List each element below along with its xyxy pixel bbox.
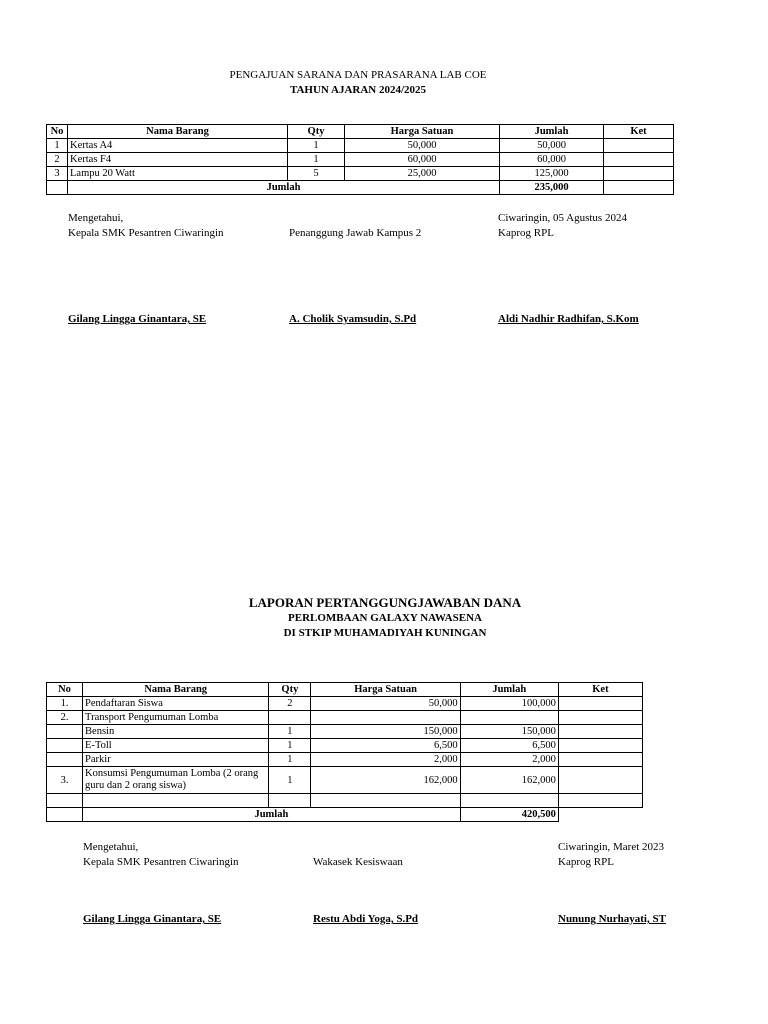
cell-jumlah (460, 711, 558, 725)
cell-empty (604, 181, 674, 195)
cell-harga: 2,000 (311, 753, 460, 767)
cell-qty (269, 711, 311, 725)
cell-qty: 5 (288, 167, 345, 181)
cell-nama: Lampu 20 Watt (68, 167, 288, 181)
cell-jumlah: 2,000 (460, 753, 558, 767)
cell-nama: E-Toll (83, 739, 269, 753)
cell-nama (83, 794, 269, 808)
col-qty-header: Qty (269, 683, 311, 697)
cell-ket (604, 153, 674, 167)
doc2-role-kaprog: Kaprog RPL (558, 856, 614, 868)
cell-qty: 1 (288, 139, 345, 153)
cell-ket (558, 711, 642, 725)
col-qty-header: Qty (288, 125, 345, 139)
cell-ket (604, 167, 674, 181)
cell-nama: Kertas F4 (68, 153, 288, 167)
cell-qty: 1 (288, 153, 345, 167)
cell-nama: Pendaftaran Siswa (83, 697, 269, 711)
table-row (47, 139, 674, 153)
cell-no (47, 739, 83, 753)
table-header-row (47, 125, 674, 139)
doc2-mengetahui: Mengetahui, (83, 841, 139, 853)
cell-jumlah: 150,000 (460, 725, 558, 739)
cell-ket (558, 697, 642, 711)
table-row (47, 794, 643, 808)
cell-no: 2. (47, 711, 83, 725)
doc1-role-kaprog: Kaprog RPL (498, 227, 554, 239)
doc2-signer-wakasek: Restu Abdi Yoga, S.Pd (313, 913, 419, 925)
cell-no: 1. (47, 697, 83, 711)
cell-empty (47, 808, 83, 822)
cell-qty (269, 794, 311, 808)
cell-jumlah: 50,000 (500, 139, 604, 153)
cell-harga: 60,000 (345, 153, 500, 167)
total-value: 420,500 (460, 808, 558, 822)
cell-harga: 162,000 (311, 767, 460, 794)
doc1-signer-kepala: Gilang Lingga Ginantara, SE (68, 313, 207, 325)
cell-qty: 1 (269, 725, 311, 739)
cell-ket (558, 753, 642, 767)
cell-no: 2 (47, 153, 68, 167)
cell-no (47, 753, 83, 767)
cell-harga: 150,000 (311, 725, 460, 739)
doc2-place-date: Ciwaringin, Maret 2023 (558, 841, 665, 853)
col-nama-header: Nama Barang (68, 125, 288, 139)
doc2-table (46, 682, 643, 822)
cell-harga: 50,000 (311, 697, 460, 711)
cell-ket (558, 739, 642, 753)
cell-harga (311, 711, 460, 725)
cell-harga (311, 794, 460, 808)
table-total-row (47, 181, 674, 195)
cell-ket (558, 725, 642, 739)
cell-empty (558, 808, 642, 822)
table-total-row (47, 808, 643, 822)
doc2-role-kepala: Kepala SMK Pesantren Ciwaringin (83, 856, 239, 868)
cell-jumlah: 6,500 (460, 739, 558, 753)
doc1-mengetahui: Mengetahui, (68, 212, 124, 224)
total-value: 235,000 (500, 181, 604, 195)
doc1-signer-kaprog: Aldi Nadhir Radhifan, S.Kom (498, 313, 639, 325)
doc2-role-wakasek: Wakasek Kesiswaan (313, 856, 403, 868)
cell-harga: 25,000 (345, 167, 500, 181)
doc1-place-date: Ciwaringin, 05 Agustus 2024 (498, 212, 627, 224)
cell-empty (47, 181, 68, 195)
col-jumlah-header: Jumlah (460, 683, 558, 697)
doc1-role-kepala: Kepala SMK Pesantren Ciwaringin (68, 227, 224, 239)
col-no-header: No (47, 683, 83, 697)
doc1-subtitle: TAHUN AJARAN 2024/2025 (289, 84, 427, 96)
col-jumlah-header: Jumlah (500, 125, 604, 139)
cell-ket (558, 767, 642, 794)
table-row (47, 739, 643, 753)
table-row (47, 167, 674, 181)
doc1-table (46, 124, 674, 195)
col-ket-header: Ket (604, 125, 674, 139)
cell-nama: Konsumsi Pengumuman Lomba (2 orang guru dan 2 orang siswa) (83, 767, 269, 794)
cell-no: 3 (47, 167, 68, 181)
cell-no: 3. (47, 767, 83, 794)
cell-no (47, 794, 83, 808)
table-row (47, 753, 643, 767)
cell-jumlah: 162,000 (460, 767, 558, 794)
cell-qty: 1 (269, 753, 311, 767)
cell-no: 1 (47, 139, 68, 153)
cell-harga: 50,000 (345, 139, 500, 153)
doc1-title: PENGAJUAN SARANA DAN PRASARANA LAB COE (229, 69, 487, 81)
table-row (47, 725, 643, 739)
total-label: Jumlah (83, 808, 461, 822)
table-row (47, 153, 674, 167)
table-header-row (47, 683, 643, 697)
cell-qty: 1 (269, 767, 311, 794)
total-label: Jumlah (68, 181, 500, 195)
cell-qty: 1 (269, 739, 311, 753)
doc1-signer-pj: A. Cholik Syamsudin, S.Pd (289, 313, 417, 325)
cell-jumlah: 60,000 (500, 153, 604, 167)
col-no-header: No (47, 125, 68, 139)
table-row (47, 711, 643, 725)
doc2-subtitle-2: DI STKIP MUHAMADIYAH KUNINGAN (283, 627, 487, 639)
table-row (47, 767, 643, 794)
doc1-role-pj: Penanggung Jawab Kampus 2 (289, 227, 422, 239)
doc2-subtitle-1: PERLOMBAAN GALAXY NAWASENA (288, 612, 482, 624)
cell-jumlah (460, 794, 558, 808)
cell-no (47, 725, 83, 739)
col-harga-header: Harga Satuan (311, 683, 460, 697)
col-nama-header: Nama Barang (83, 683, 269, 697)
cell-ket (604, 139, 674, 153)
cell-qty: 2 (269, 697, 311, 711)
cell-ket (558, 794, 642, 808)
cell-nama: Bensin (83, 725, 269, 739)
cell-jumlah: 125,000 (500, 167, 604, 181)
cell-harga: 6,500 (311, 739, 460, 753)
cell-nama: Kertas A4 (68, 139, 288, 153)
cell-jumlah: 100,000 (460, 697, 558, 711)
col-harga-header: Harga Satuan (345, 125, 500, 139)
doc2-signer-kepala: Gilang Lingga Ginantara, SE (83, 913, 222, 925)
cell-nama: Parkir (83, 753, 269, 767)
doc2-signer-kaprog: Nunung Nurhayati, ST (558, 913, 666, 925)
cell-nama: Transport Pengumuman Lomba (83, 711, 269, 725)
doc2-title: LAPORAN PERTANGGUNGJAWABAN DANA (248, 595, 522, 610)
table-row (47, 697, 643, 711)
col-ket-header: Ket (558, 683, 642, 697)
